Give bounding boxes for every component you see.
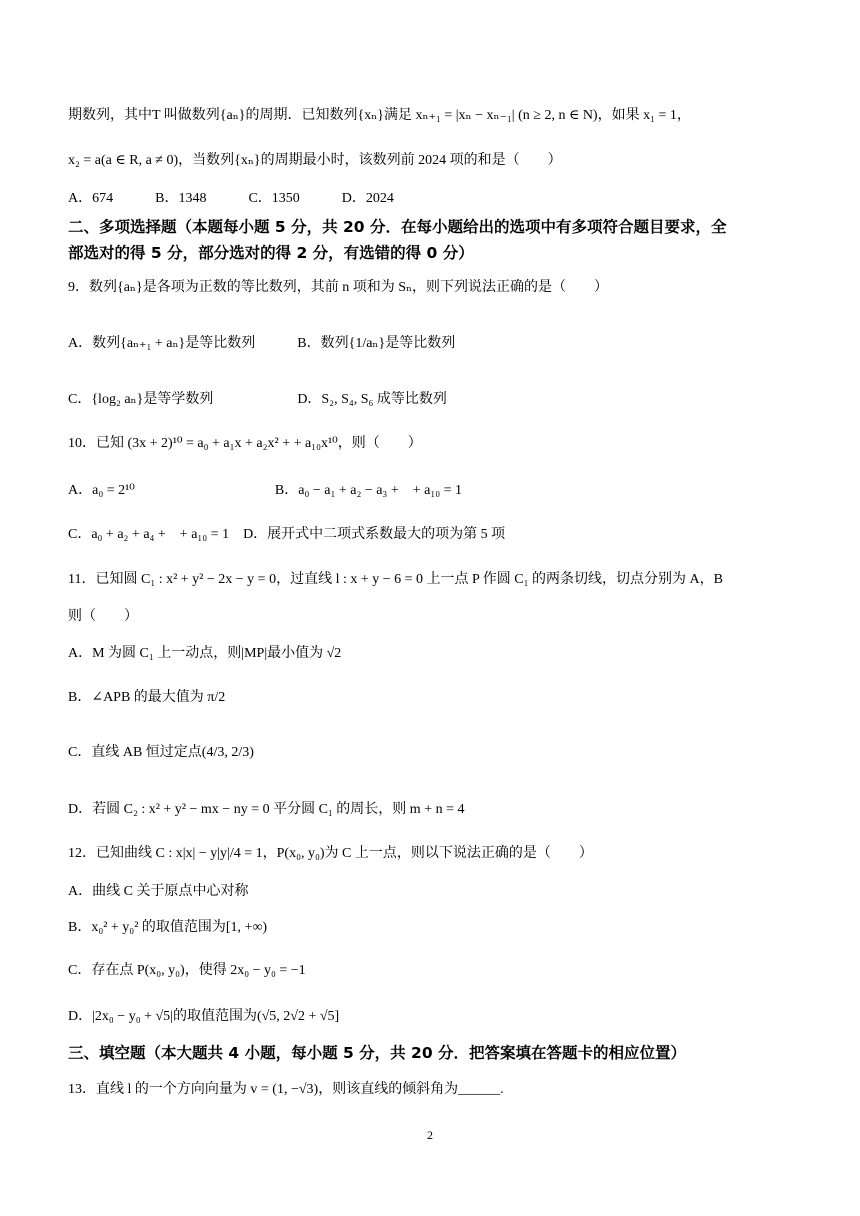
q12-option-c: C．存在点 P(x₀, y₀)，使得 2x₀ − y₀ = −1 [68,963,306,978]
q8-line1: 期数列，其中T 叫做数列{aₙ}的周期．已知数列{xₙ}满足 xₙ₊₁ = |xₙ − xₙ₋₁| (n ≥ 2, n ∈ N)，如果 x₁ = 1， [68,108,691,123]
q12-option-d: D．|2x₀ − y₀ + √5|的取值范围为(√5, 2√2 + √5] [68,1009,340,1024]
section2-heading-line2: 部选对的得 5 分，部分选对的得 2 分，有选错的得 0 分） [68,244,474,262]
q8-line2: x₂ = a(a ∈ R, a ≠ 0)，当数列{xₙ}的周期最小时，该数列前 2024 项的和是（ ） [68,153,562,168]
q11-option-b: B．∠APB 的最大值为 π/2 [68,690,226,705]
q11-stem-line2: 则（ ） [68,609,138,624]
q12-option-b: B．x₀² + y₀² 的取值范围为[1, +∞) [68,920,268,935]
section3-heading: 三、填空题（本大题共 4 小题，每小题 5 分，共 20 分．把答案填在答题卡的相应位置） [68,1044,687,1062]
section2-heading-line1: 二、多项选择题（本题每小题 5 分，共 20 分．在每小题给出的选项中有多项符合题目要求，全 [68,218,727,236]
q11-stem-line1: 11．已知圆 C₁ : x² + y² − 2x − y = 0，过直线 l : x + y − 6 = 0 上一点 P 作圆 C₁ 的两条切线，切点分别为 A，B [68,572,723,587]
q10-stem: 10．已知 (3x + 2)¹⁰ = a₀ + a₁x + a₂x² + + a₁₀x¹⁰，则（ ） [68,436,422,451]
page-number: 2 [427,1128,433,1142]
q11-option-c: C．直线 AB 恒过定点(4/3, 2/3) [68,745,254,760]
q9-options-ab: A．数列{aₙ₊₁ + aₙ}是等比数列 B．数列{1/aₙ}是等比数列 [68,336,456,351]
q9-options-cd: C．{log₂ aₙ}是等学数列 D．S₂, S₄, S₆ 成等比数列 [68,392,447,407]
q13-stem: 13．直线 l 的一个方向向量为 v = (1, −√3)，则该直线的倾斜角为______. [68,1082,504,1097]
q10-options-ab: A．a₀ = 2¹⁰ B．a₀ − a₁ + a₂ − a₃ + + a₁₀ = 1 [68,483,462,498]
q8-options: A．674 B．1348 C．1350 D．2024 [68,191,394,206]
q10-options-cd: C．a₀ + a₂ + a₄ + + a₁₀ = 1 D．展开式中二项式系数最大的项为第 5 项 [68,527,506,542]
q11-option-d: D．若圆 C₂ : x² + y² − mx − ny = 0 平分圆 C₁ 的周长，则 m + n = 4 [68,802,465,817]
q9-stem: 9．数列{aₙ}是各项为正数的等比数列，其前 n 项和为 Sₙ，则下列说法正确的是（ ） [68,280,609,295]
q12-option-a: A．曲线 C 关于原点中心对称 [68,884,249,899]
q11-option-a: A．M 为圆 C₁ 上一动点，则|MP|最小值为 √2 [68,646,342,661]
q12-stem: 12．已知曲线 C : x|x| − y|y|/4 = 1，P(x₀, y₀)为 C 上一点，则以下说法正确的是（ ） [68,846,593,861]
